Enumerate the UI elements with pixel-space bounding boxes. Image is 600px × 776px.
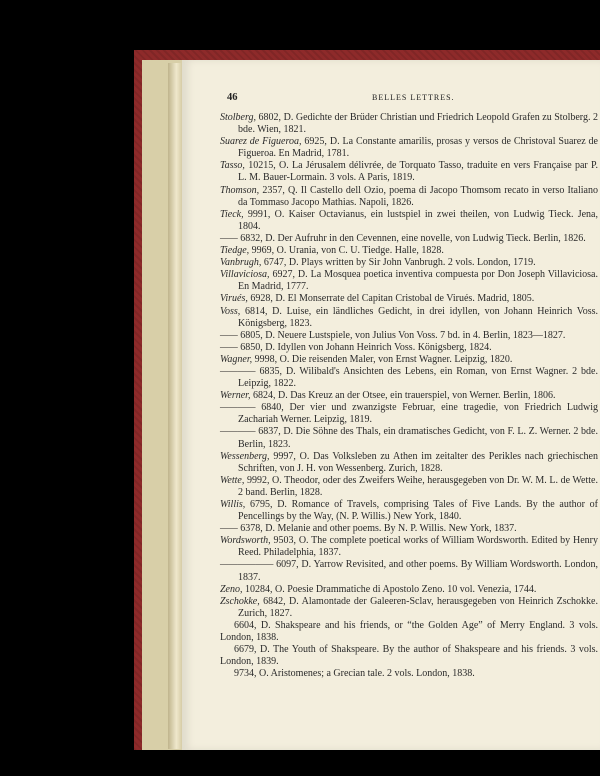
entry-author: Tieck, xyxy=(220,208,244,220)
catalog-entry xyxy=(220,584,598,596)
catalog-entry xyxy=(220,366,598,390)
entry-text: 10284, O. Poesie Drammatiche di Apostolo Zeno. 10 vol. Venezia, 1744. xyxy=(242,583,537,595)
entry-author: Willis, xyxy=(220,499,246,510)
entry-text: 6378, D. Melanie and other poems. By N. P. Willis. New York, 1837. xyxy=(237,523,517,535)
catalog-entry xyxy=(220,257,598,269)
entry-text: 6832, D. Der Aufruhr in den Cevennen, eine novelle, von Ludwig Tieck. Berlin, 1826. xyxy=(237,232,586,244)
entry-author: Voss, xyxy=(220,305,241,317)
entry-text: 9969, O. Urania, von C. U. Tiedge. Halle, 1828. xyxy=(249,245,444,257)
entry-author: Tiedge, xyxy=(220,245,250,257)
entry-text: 9992, O. Theodor, oder des Zweifers Weihe, herausgegeben von Dr. W. M. L. de Wette. 2 band. Berlin, 1828. xyxy=(238,474,598,498)
entry-text: 9734, O. Aristomenes; a Grecian tale. 2 vols. London, 1838. xyxy=(234,668,475,680)
catalog-entry xyxy=(220,644,598,668)
catalog-entry xyxy=(220,451,598,475)
entry-text: 10215, O. La Jérusalem délivrée, de Torquato Tasso, traduite en vers Française par P. L. M. Bauer-Lormain. 3 vols. A Paris, 1819. xyxy=(238,160,598,184)
running-title: BELLES LETTRES. xyxy=(372,93,455,102)
catalog-entry xyxy=(220,330,598,342)
entry-author: —— xyxy=(220,232,238,244)
entry-author: Wordsworth, xyxy=(220,535,271,547)
entry-text: 6604, D. Shakspeare and his friends, or “the Golden Age” of Merry England. 3 vols. London, 1838. xyxy=(220,619,598,644)
entry-text: 6097, D. Yarrow Revisited, and other poems. By William Wordsworth. London, 1837. xyxy=(238,559,598,583)
entry-text: 6842, D. Alamontade der Galeeren-Sclav, herausgegeben von Heinrich Zschokke. Zurich, 1827. xyxy=(238,595,598,619)
entry-author: Wagner, xyxy=(220,353,253,365)
entry-author: Wette, xyxy=(220,474,245,486)
catalog-entry xyxy=(220,390,598,402)
entry-text: 6679, D. The Youth of Shakspeare. By the author of Shakspeare and his friends. 3 vols. London, 1839. xyxy=(220,644,598,668)
page-number: 46 xyxy=(227,92,238,103)
catalog-entry xyxy=(220,269,598,293)
entry-author: —— xyxy=(220,341,238,353)
entry-author: Werner, xyxy=(220,390,251,402)
entry-text: 6850, D. Idyllen von Johann Heinrich Voss. Königsberg, 1824. xyxy=(237,341,492,353)
entry-author: Tasso, xyxy=(220,160,245,172)
entry-text: 6824, D. Das Kreuz an der Otsee, ein trauerspiel, von Werner. Berlin, 1806. xyxy=(250,390,556,402)
entry-author: ———— xyxy=(220,365,256,377)
entry-author: ———— xyxy=(220,402,256,414)
entry-text: 6928, D. El Monserrate del Capitan Cristobal de Virués. Madrid, 1805. xyxy=(247,293,535,305)
entry-text: 9991, O. Kaiser Octavianus, ein lustspiel in zwei theilen, von Ludwig Tieck. Jena, 1804. xyxy=(238,208,598,232)
entry-text: 6927, D. La Mosquea poetica inventiva compuesta por Don Joseph Villaviciosa. En Madrid, 1777. xyxy=(238,269,598,293)
entry-text: 6835, D. Wilibald's Ansichten des Lebens, ein Roman, von Ernst Wagner. 2 bde. Leipzig, 1822. xyxy=(238,365,598,390)
entry-text: 9998, O. Die reisenden Maler, von Ernst Wagner. Leipzig, 1820. xyxy=(252,353,513,365)
entry-author: Zschokke, xyxy=(220,595,260,607)
catalog-entries xyxy=(220,112,598,680)
entry-author: Virués, xyxy=(220,293,248,305)
entry-text: 2357, Q. Il Castello dell Ozio, poema di Jacopo Thomsom recato in verso Italiano da Tommaso Jacopo Mathias. Napoli, 1826. xyxy=(238,184,598,208)
entry-text: 6840, Der vier und zwanzigste Februar, eine tragedie, von Friedrich Ludwig Zachariah Werner. Leipzig, 1819. xyxy=(238,402,598,426)
entry-author: ———— xyxy=(220,426,256,438)
catalog-entry xyxy=(220,112,598,136)
catalog-entry xyxy=(220,245,598,257)
catalog-entry xyxy=(220,293,598,305)
page-header xyxy=(227,92,597,106)
catalog-entry xyxy=(220,596,598,620)
book-page xyxy=(182,60,600,750)
catalog-entry xyxy=(220,160,598,184)
entry-text: 9503, O. The complete poetical works of William Wordsworth. Edited by Henry Reed. Philadelphia, 1837. xyxy=(238,535,598,559)
catalog-entry xyxy=(220,136,598,160)
catalog-entry xyxy=(220,523,598,535)
entry-author: Wessenberg, xyxy=(220,450,270,462)
entry-text: 6925, D. La Constante amarilis, prosas y versos de Christoval Suarez de Figueroa. En Madrid, 1781. xyxy=(238,136,598,160)
catalog-entry xyxy=(220,306,598,330)
catalog-entry xyxy=(220,668,598,680)
entry-author: Suarez de Figueroa, xyxy=(220,136,302,148)
entry-text: 6802, D. Gedichte der Brüder Christian und Friedrich Leopold Grafen zu Stolberg. 2 bde. Wien, 1821. xyxy=(238,112,598,136)
entry-text: 6747, D. Plays written by Sir John Vanbrugh. 2 vols. London, 1719. xyxy=(261,257,536,269)
entry-author: —— xyxy=(220,329,238,341)
catalog-entry xyxy=(220,426,598,450)
entry-author: Thomson, xyxy=(220,184,260,196)
entry-text: 6837, D. Die Söhne des Thals, ein dramatisches Gedicht, von F. L. Z. Werner. 2 bde. Berlin, 1823. xyxy=(238,426,598,450)
catalog-entry xyxy=(220,185,598,209)
catalog-entry xyxy=(220,354,598,366)
page-stack-edge xyxy=(168,63,182,749)
catalog-entry xyxy=(220,209,598,233)
entry-author: Stolberg, xyxy=(220,112,257,123)
entry-author: Vanbrugh, xyxy=(220,257,262,269)
entry-text: 6805, D. Neuere Lustspiele, von Julius Von Voss. 7 bd. in 4. Berlin, 1823—1827. xyxy=(237,329,566,341)
entry-text: 6795, D. Romance of Travels, comprising Tales of Five Lands. By the author of Pencellings by the Way, (N. P. Willis.) New York, 1840. xyxy=(238,499,598,523)
catalog-entry xyxy=(220,475,598,499)
catalog-entry xyxy=(220,402,598,426)
catalog-entry xyxy=(220,620,598,644)
catalog-entry xyxy=(220,535,598,559)
entry-author: Zeno, xyxy=(220,583,243,595)
catalog-entry xyxy=(220,499,598,523)
entry-text: 9997, O. Das Volksleben zu Athen im zeitalter des Perikles nach griechischen Schriften, von J. H. von Wessenberg. Zurich, 1828. xyxy=(238,450,598,474)
entry-author: —————— xyxy=(220,559,274,571)
entry-author: —— xyxy=(220,523,238,535)
catalog-entry xyxy=(220,233,598,245)
entry-text: 6814, D. Luise, ein ländliches Gedicht, in drei idyllen, von Johann Heinrich Voss. Königsberg, 1823. xyxy=(238,305,598,329)
entry-author: Villaviciosa, xyxy=(220,269,270,281)
catalog-entry xyxy=(220,342,598,354)
catalog-entry xyxy=(220,559,598,583)
